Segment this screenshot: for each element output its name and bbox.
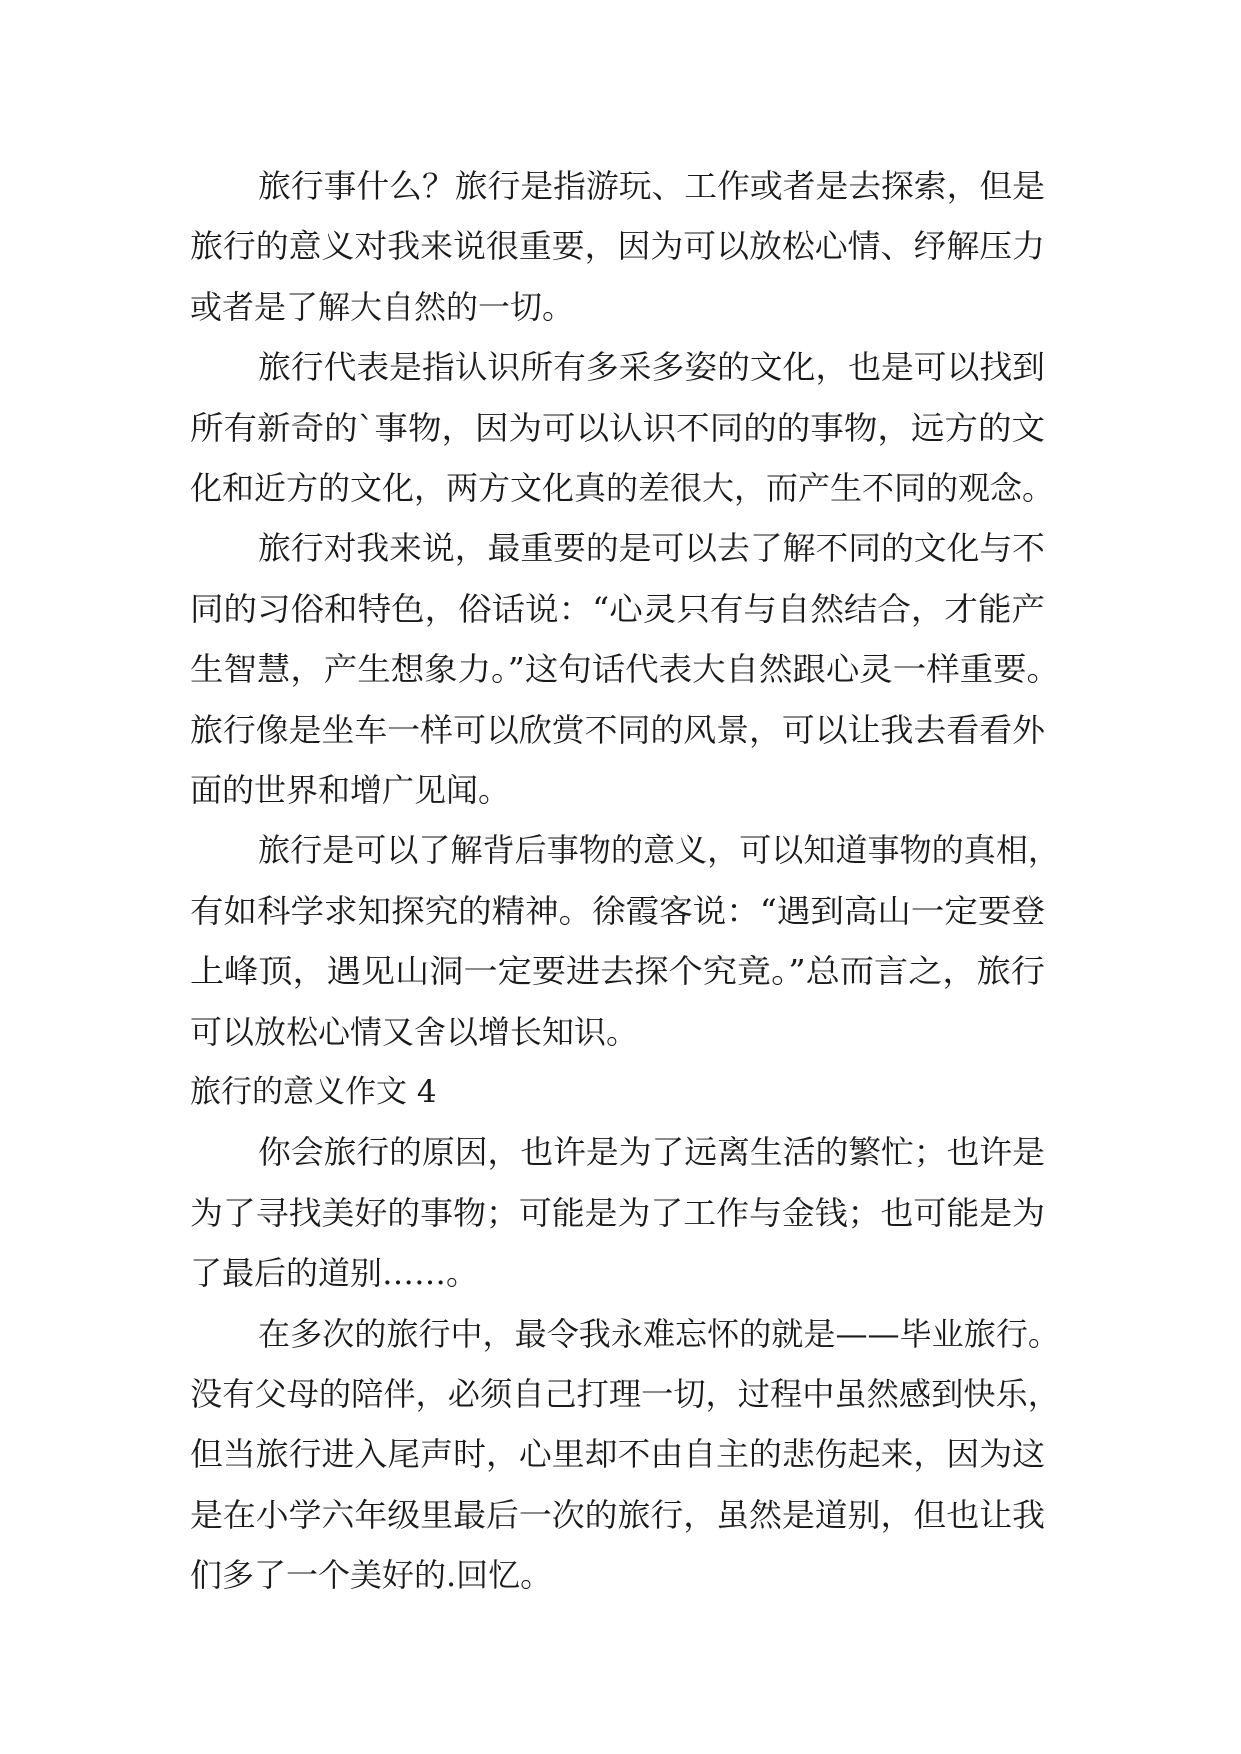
paragraph-line: 面的世界和增广见闻。 xyxy=(190,771,511,809)
paragraph-line: 了最后的道别……。 xyxy=(190,1254,479,1293)
paragraph-first-line: 旅行是可以了解背后事物的意义，可以知道事物的真相， xyxy=(258,831,1061,870)
paragraph-line: 化和近方的文化，两方文化真的差很大，而产生不同的观念。 xyxy=(190,469,1055,507)
paragraph-line: 是在小学六年级里最后一次的旅行，虽然是道别，但也让我 xyxy=(190,1495,1045,1534)
paragraph-line: 有如科学求知探究的精神。徐霞客说：“遇到高山一定要登 xyxy=(190,891,1045,930)
paragraph-first-line: 旅行代表是指认识所有多采多姿的文化，也是可以找到 xyxy=(258,348,1045,387)
paragraph-line: 旅行的意义对我来说很重要，因为可以放松心情、纾解压力 xyxy=(190,227,1045,266)
paragraph-line: 上峰顶，遇见山洞一定要进去探个究竟。”总而言之，旅行 xyxy=(190,952,1045,991)
paragraph-line: 旅行像是坐车一样可以欣赏不同的风景，可以让我去看看外 xyxy=(190,710,1045,749)
paragraph-line: 但当旅行进入尾声时，心里却不由自主的悲伤起来，因为这 xyxy=(190,1435,1045,1474)
paragraph-first-line: 旅行对我来说，最重要的是可以去了解不同的文化与不 xyxy=(258,529,1045,568)
paragraph-first-line: 在多次的旅行中，最令我永难忘怀的就是——毕业旅行。 xyxy=(258,1314,1061,1353)
paragraph-line: 们多了一个美好的.回忆。 xyxy=(190,1556,553,1595)
paragraph-line: 同的习俗和特色，俗话说：“心灵只有与自然结合，才能产 xyxy=(190,589,1045,628)
paragraph-first-line: 你会旅行的原因，也许是为了远离生活的繁忙；也许是 xyxy=(258,1133,1045,1172)
paragraph-first-line: 旅行事什么？旅行是指游玩、工作或者是去探索，但是 xyxy=(258,167,1045,205)
paragraph-line: 可以放松心情又舍以增长知识。 xyxy=(190,1012,639,1051)
section-title: 旅行的意义作文 4 xyxy=(190,1074,437,1110)
paragraph-line: 或者是了解大自然的一切。 xyxy=(190,287,575,326)
paragraph-line: 没有父母的陪伴，必须自己打理一切，过程中虽然感到快乐， xyxy=(190,1375,1060,1413)
paragraph-line: 生智慧，产生想象力。”这句话代表大自然跟心灵一样重要。 xyxy=(190,650,1060,689)
paragraph-line: 为了寻找美好的事物；可能是为了工作与金钱；也可能是为 xyxy=(190,1193,1045,1232)
paragraph-line: 所有新奇的`事物，因为可以认识不同的的事物，远方的文 xyxy=(190,408,1046,447)
